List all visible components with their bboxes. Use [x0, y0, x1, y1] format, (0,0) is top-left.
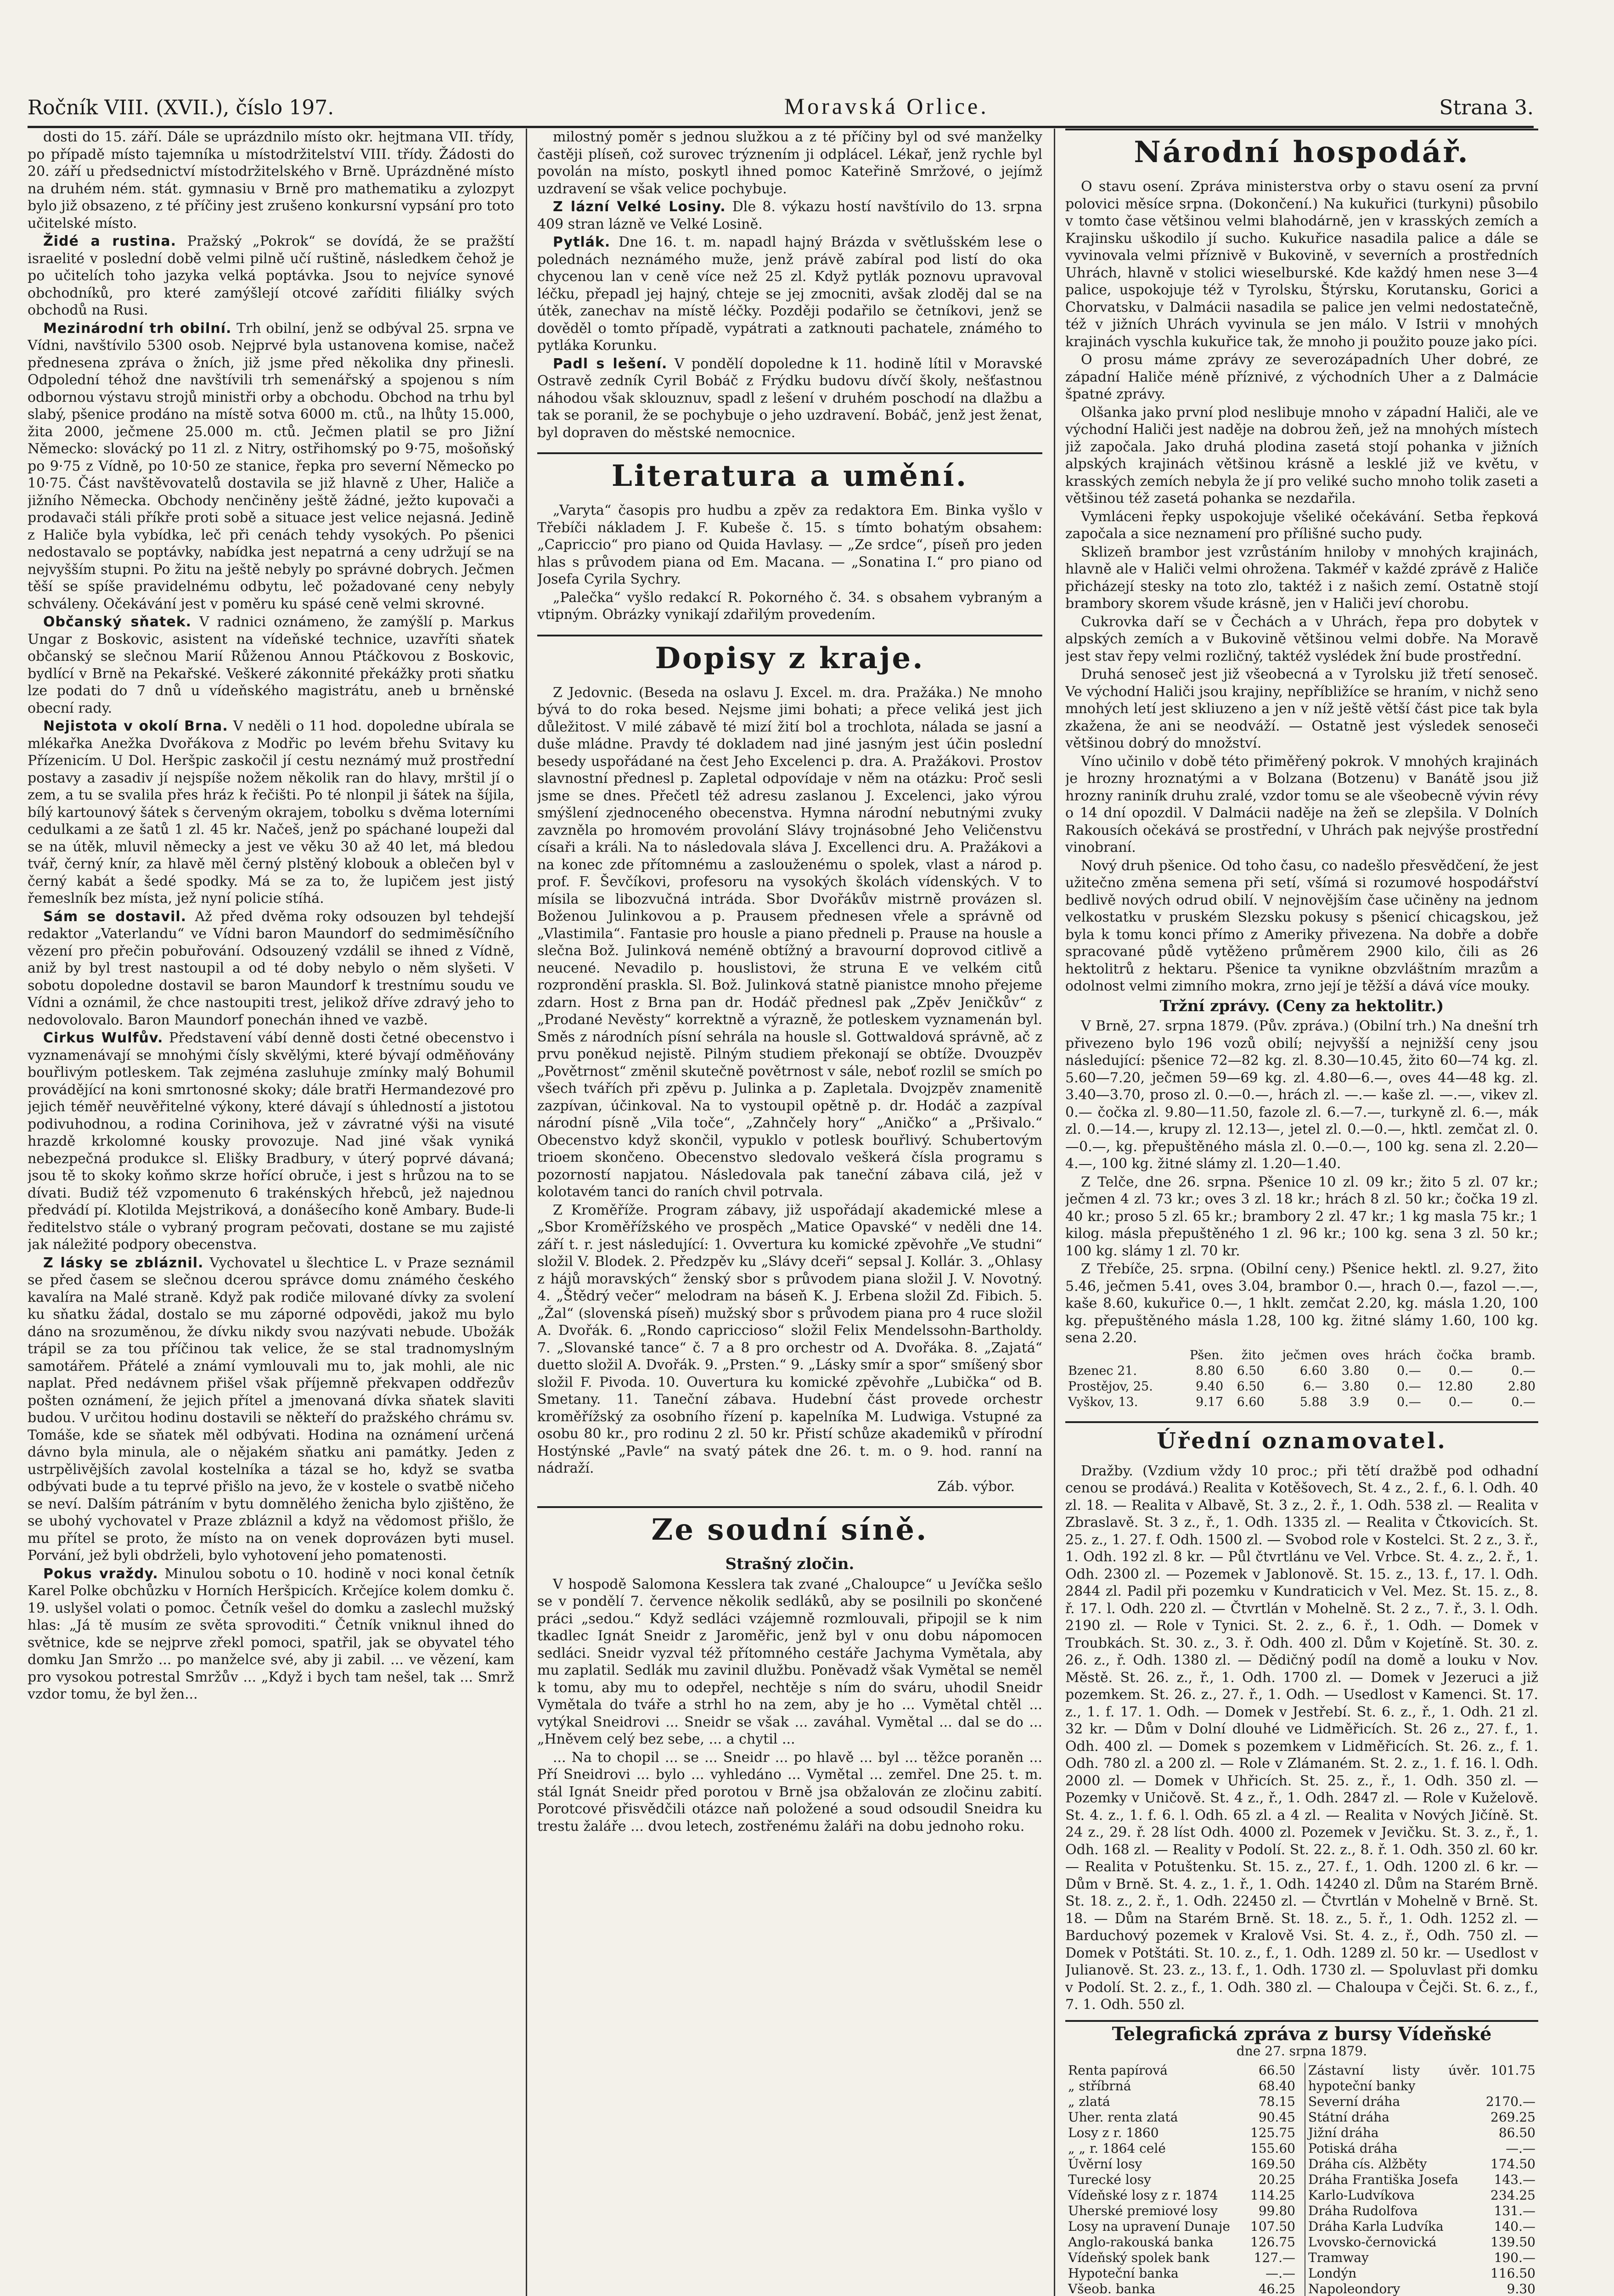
stock-row: [1305, 2172, 1538, 2188]
stock-price: —.—: [1265, 2265, 1295, 2281]
article: [537, 234, 1042, 355]
article-paragraph: V Brně, 27. srpna 1879. (Pův. zpráva.) (Obilní trh.) Na dnešní trh přivezeno bylo 196 vozů obilí; nejvyšší a nejnižší ceny jsou následující: pšenice 72—82 kg. zl. 8.30—10.45, žito 60—74 kg. zl. 5.60—7.20, ječmen 59—69 kg. zl. 4.80—6.—, oves 44—48 kg. zl. 3.40—3.70, proso zl. 0.—0.—, hrách zl. —.— kaše zl. —.—, vikev zl. 0.— čočka zl. 9.80—11.50, fazole zl. 6.—7.—, turkyně zl. 6.—, mák zl. 0.—14.—, krupy zl. 12.13—, jetel zl. 0.—0.—, hktl. zemčat zl. 0.—0.—, kg. přepuštěného másla zl. 0.—0.—, 100 kg. sena zl. 2.20—4.—, 100 kg. žitné slámy zl. 1.20—1.40.: [1065, 1018, 1538, 1172]
price-table-header-cell: [1065, 1348, 1177, 1363]
article: [28, 908, 514, 1029]
article-paragraph: Víno učinilo v době této přiměřený pokrok. V mnohých krajinách je hrozny hroznatými a v Bolzana (Botzenu) v Banátě jsou již hrozny raniník druhu zralé, vzdor tomu se ale všeobecně vývin révy o 14 dní opozdil. V Dalmácii naděje na žeň se zlepšila. V Dolních Rakousích očekává se prostřední, v Uhrách pak nejvýše prostřední vinobraní.: [1065, 753, 1538, 855]
stock-row: [1305, 2125, 1538, 2141]
section-heading-economy: Národní hospodář.: [1065, 129, 1538, 170]
price-table-cell: 0.—: [1396, 1379, 1421, 1394]
article-paragraph: Olšanka jako první plod neslibuje mnoho v západní Haliči, ale ve východní Haliči jest naděje na dobrou žeň, jež na mnohých místech již započala. Jako druhá plodina zasetá stojí pohanka v jižních alpských krajinách většinou krásně a lesklé již ve květu, v krasských zemích nebyla že jí pro veliké sucho mnoho tolik zaseti a většinou též zasetá pohanka se nezdařila.: [1065, 404, 1538, 506]
stock-row: [1065, 2156, 1298, 2172]
article-body: Pražský „Pokrok“ se dovídá, že se pražští israelité v poslední době velmi pilně učí ruštině, následkem čehož je po učitelích toho jazyka velká poptávka. Jsou to nejvíce synové obchodníků, pro které zamýšlejí otcové zaříditi filiálky svých obchodů na Rusi.: [28, 233, 514, 318]
stock-name: Uherské premiové losy: [1068, 2203, 1218, 2218]
stock-row: [1305, 2234, 1538, 2250]
newspaper-page: [28, 18, 1580, 2296]
stock-name: Londýn: [1308, 2265, 1357, 2281]
running-header: [28, 87, 1534, 128]
stock-price: 66.50: [1258, 2062, 1295, 2078]
section-heading-letters: Dopisy z kraje.: [537, 635, 1042, 676]
stock-price: 174.50: [1490, 2156, 1535, 2172]
price-table: [1065, 1348, 1538, 1410]
stock-row: [1065, 2266, 1298, 2281]
stock-price: 114.25: [1250, 2187, 1295, 2203]
stock-name: „ zlatá: [1068, 2093, 1110, 2109]
stock-name: Lvovsko-černovická: [1308, 2234, 1437, 2250]
stock-price: 46.25: [1258, 2281, 1295, 2296]
article-heading: Z lázní Velké Losiny.: [553, 199, 726, 215]
article: [28, 718, 514, 907]
stock-row: [1305, 2094, 1538, 2110]
market-reports-title: Tržní zprávy. (Ceny za hektolitr.): [1159, 996, 1444, 1015]
price-table-cell: 2.80: [1507, 1379, 1535, 1394]
stock-row: [1305, 2063, 1538, 2094]
stock-row: [1065, 2141, 1298, 2156]
article-body: Vychovatel u šlechtice L. v Praze seznámil se před časem se slečnou dcerou správce domu známého českého kavalíra na Malé straně. Když pak rodiče milované dívky za svolení ku sňatku žádal, dostalo se mu záporné odpovědi, jakož mu bylo dáno na srozuměnou, že dívku nikdy svou nazývati nebude. Ubožák trápil se za tou příčinou tak velice, že se stal tradnomyslným samotářem. Přátelé a známí vymlouvali mu to, jak mohli, ale nic naplat. Před nedávnem přišel však příjemně překvapen oddřezův pošten oznámení, že jejich přítel a jmenovaná dívka sňatek slaviti budou. V určitou hodinu dostavili se někteří do pražského chrámu sv. Tomáše, kde se sňatek měl odbývati. Hodina na oznámení určená dávno byla minula, ale o nějakém sňatku ani památky. Jeden z ustrpělivějších zavolal kostelníka a tázal se ho, když se svatba odbývati bude a tu teprvé přišlo na jevo, že v kostele o svatbě ničeho se neví. Dalším pátráním v bytu domnělého ženicha bylo zjištěno, že se ubohý vychovatel v Praze zbláznil a když na vědomost přišlo, že mu přítel se proto, že místo na on venek doprovázen byti musel. Porvání, jež byli obdrželi, bylo vyhotovení jeho pomatenosti.: [28, 1255, 514, 1564]
stock-name: „ stříbrná: [1068, 2078, 1131, 2093]
article-paragraph: O prosu máme zprávy ze severozápadních Uher dobré, ze západní Haliče méně příznivé, z východních Uher a z Dalmácie špatné zprávy.: [1065, 352, 1538, 402]
article-paragraph: „Varyta“ časopis pro hudbu a zpěv za redaktora Em. Binka vyšlo v Třebíči nákladem J. F. Kubeše č. 15. s tímto bohatým obsahem: „Capriccio“ pro piano od Quida Havlasy. — „Ze srdce“, píseň pro jeden hlas s průvodem piana od Em. Macana. — „Sonatina I.“ pro piano od Josefa Cyrila Sychry.: [537, 502, 1042, 587]
article-heading: Občanský sňatek.: [43, 614, 192, 630]
price-table-cell: 0.—: [1511, 1363, 1535, 1378]
stock-table-right: [1305, 2063, 1538, 2296]
section-heading-court: Ze soudní síně.: [537, 1506, 1042, 1548]
price-table-cell: 12.80: [1437, 1379, 1473, 1394]
stock-row: [1065, 2125, 1298, 2141]
price-table-header-cell: žito: [1241, 1348, 1265, 1362]
masthead-title: Moravská Orlice.: [784, 93, 989, 119]
price-table-row: [1065, 1363, 1538, 1379]
stock-price: 9.30: [1507, 2281, 1535, 2296]
stock-price: 139.50: [1490, 2234, 1535, 2250]
stock-name: „ „ r. 1864 celé: [1068, 2140, 1166, 2156]
stock-row: [1305, 2110, 1538, 2125]
section-heading-literature: Literatura a umění.: [537, 452, 1042, 494]
stock-name: Severní dráha: [1308, 2093, 1400, 2109]
article-paragraph: dosti do 15. září. Dále se uprázdnilo místo okr. hejtmana VII. třídy, po případě místo tajemníka u místodržitelství VIII. třídy. Žádosti do 20. září u předsednictví místodržitelského v Brně. Uprázdněné místo na druhém ném. stát. gymnasiu v Brně pro mathematiku a zylozpyt bylo již obsazeno, z té příčiny jest zrušeno konkursní vypsání pro toto učitelské místo.: [28, 129, 514, 231]
stock-name: Dráha Karla Ludvíka: [1308, 2218, 1444, 2234]
column-rule: [1054, 129, 1055, 2296]
article-paragraph: Z Kroměříže. Program zábavy, již uspořádají akademické mlese a „Sbor Kroměřížského ve prospěch „Matice Opavské“ v neděli dne 14. září t. r. jest následující: 1. Ovvertura ku komické zpěvohře „Ve studni“ složil V. Blodek. 2. Předzpěv ku „Slávy dceři“ sepsal J. Kollár. 3. „Ohlasy z hájů moravských“ ženský sbor s průvodem piana složil J. V. Novotný. 4. „Štědrý večer“ melodram na báseň K. J. Erbena složil Zd. Fibich. 5. „Žal“ (slovenská píseň) mužský sbor s průvodem piana pro 4 ruce složil A. Dvořák. 6. „Rondo capriccioso“ složil Felix Mendelssohn-Bartholdy. 7. „Slovanské tance“ č. 7 a 8 pro orchestr od A. Dvořáka. 8. „Zajatá“ duetto složil A. Dvořák. 9. „Prsten.“ 9. „Lásky smír a spor“ smíšený sbor složil F. Pivoda. 10. Ouvertura ku komické zpěvohře „Lubička“ od B. Smetany. 11. Taneční zábava. Hudební část provede orchestr kroměřížský za osobního řízení p. kapelníka M. Ludwiga. Vstupné za osobu 80 kr., pro rodinu 2 zl. 50 kr. Přistí schůze akademiků v přírodní Hostýnské „Pavle“ na svatý pátek dne 26. t. m. o 9. hod. ranní na nádraží.: [537, 1202, 1042, 1476]
article-paragraph: Z Jedovnic. (Beseda na oslavu J. Excel. m. dra. Pražáka.) Ne mnoho bývá to do roka besed. Nejsme jimi bohati; a přece veliká jest jich důležitost. V milé zábavě té mizí žití bol a trochlota, nálada se jasní a duše mládne. Pravdy té dokladem nad jiné jasným jest účin poslední besedy uspořádané na čest Jeho Excelenci p. dra. A. Pražákovi. Prostov slavnostní přednesl p. Zapletal odpovídaje v něm na otázku: Proč sesli jsme se dnes. Přečetl též adresu zaslanou J. Excelenci, jako výrou smýšlení zjednoceného obecenstva. Hymna národní nebutnými zvuky zavzněla po hromovém provolání Slávy trojnásobné Jeho Veličenstvu císaři a králi. Na to následovala sláva J. Excellenci dru. A. Pražákovi a na konec zde přítomnému a zaslouženému o spolek, vlast a národ p. prof. F. Ševčíkovi, profesoru na vysokých školách vídenských. V to mísila se libozvučná intráda. Sbor Dvořákův mistrně provázen sl. Boženou Julinkovou a p. Prausem přednesen vřele a správně od „Vlastimila“. Fantasie pro housle a piano předneli p. Prause na housle a slečna Bož. Julinková neméně obtížný a bravourní doprovod citlivě a neucené. Nevadilo p. houslistovi, že struna E ve velkém citů rozprondění praskla. Sl. Bož. Julinková statně pianistce mnoho přejeme zdarn. Host z Brna pan dr. Hodáč přednesl pak „Zpěv Jeničkův“ z „Prodané Nevěsty“ korrektně a výrazně, že potleskem vyznamenán byl. Směs z národních písní sehrála na housle sl. Gottwaldová správně, ač z prvu poněkud nejistě. Pilným studiem překonají se obtíže. Dvouzpěv „Povětrnost“ změnil skutečně povětrnost v sále, neboť rozlil se smích po všech tvářích při zpěvu p. Julinka a p. Zapletala. Dvojzpěv znamenitě zazpívan, účinkoval. Na to vystoupil opětně p. dr. Hodáč a zazpíval národní písně „Vila toče“, „Zahnčely hory“ „Aničko“ a „Pršivalo.“ Obecenstvo když skončil, vypuklo v potlesk bouřlivý. Schubertovým trioem skončeno. Obecenstvo sledovalo veškerá čísla programu s pozorností napjatou. Následovala pak taneční zábava cilá, jež v kolotavém tanci do raních chvil potrvala.: [537, 684, 1042, 1200]
stock-name: Státní dráha: [1308, 2109, 1389, 2125]
section-heading-official: Úřední oznamovatel.: [1065, 1421, 1538, 1454]
article-body: V pondělí dopoledne k 11. hodině lítil v Moravské Ostravě zedník Cyril Bobáč z Frýdku budovu dívčí školy, nešťastnou náhodou však sklouznuv, spadl z lešení v druhém poschodí na dlažbu a tak se poranil, že se pochybuje o jeho uzdravení. Bobáč, jenž jest ženat, byl dopraven do městské nemocnice.: [537, 355, 1042, 441]
article-paragraph: Dražby. (Vzdium vždy 10 proc.; při tětí dražbě pod odhadní cenou se prodává.) Realita v Kotěšovech, St. 4 z., 2. f., 6. l. Odh. 40 zl. 18. — Realita v Albavě, St. 3 z., 2. ř., 1. Odh. 538 zl. — Realita v Zbraslavě. St. 3 z., ř., 1. Odh. 1335 zl. — Realita v Čtkovicích. St. 25. z., 1. 27. f. Odh. 1500 zl. — Svobod role v Kostelci. St. 2 z., 3. ř., 1. Odh. 192 zl. 8 kr. — Půl čtvrtlánu ve Vel. Vrbce. St. 4. z., 2. ř., 1. Odh. 2300 zl. — Pozemek v Jablonově. St. 15. z., 13. f., 17. l. Odh. 2844 zl. Padil při pozemku v Kundraticich v Vel. Mez. St. 15. z., 8. ř. 17. l. Odh. 220 zl. — Čtvrtlán v Mohelně. St. 2 z., 7. ř., 3. l. Odh. 2190 zl. — Role v Tynici. St. 2. z., 6. ř., 1. Odh. — Domek v Troubkách. St. 30. z., 3. ř. Odh. 400 zl. Dům v Kojetíně. St. 30. z. 26. z., ř. Odh. 1380 zl. — Dědičný podíl na domě a louku v Nov. Městě. St. 26. z., ř., 1. Odh. 1700 zl. — Domek v Jezeruci a již pozemkem. St. 26. z., 27. ř., 1. Odh. — Usedlost v Kamenci. St. 17. z., 1. f. 17. 1. Odh. — Domek v Jestřebí. St. 6. z., ř., 1. Odh. 21 zl. 32 kr. — Dům v Dolní dlouhé ve Lidměřicích. St. 26 z., 27. f., 1. Odh. 400 zl. — Domek s pozemkem v Lidměřicích. St. 26. z., f. 1. Odh. 780 zl. a 200 zl. — Role v Zlámaném. St. 2. z., 1. f. 16. l. Odh. 2000 zl. — Domek v Uhřicích. St. 25. z., ř., 1. Odh. 350 zl. — Pozemky v Uničově. St. 4 z., ř., 1. Odh. 2847 zl. — Role v Kuželově. St. 4. z., 1. f. 6. l. Odh. 65 zl. a 4 zl. — Realita v Nových Jičíně. St. 24 z., 29. ř. 28 líst Odh. 4000 zl. Pozemek v Jevičku. St. 3. z., ř., 1. Odh. 168 zl. — Reality v Podolí. St. 22. z., 8. ř. 1. Odh. 350 zl. 60 kr. — Realita v Potuštenku. St. 15. z., 27. f., 1. Odh. 1200 zl. 6 kr. — Dům v Brně. St. 4. z., 1. ř., 1. Odh. 14240 zl. Dům na Starém Brně. St. 18. z., 2. ř., 1. Odh. 22450 zl. — Čtvrtlán v Mohelně v Brně. St. 18. — Dům na Starém Brně. St. 18. z., 5. ř., 1. Odh. 1252 zl. — Barduchový pozemek v Kralově Vsi. St. 4. z., ř., Odh. 750 zl. — Domek v Potštáti. St. 10. z., f., 1. Odh. 1289 zl. 50 kr. — Usedlost v Julianově. St. 23. z., 13. f., 1. Odh. 1730 zl. — Spoluvlast při domku v Podolí. St. 2. z., f., 1. Odh. 380 zl. — Chaloupa v Čejči. St. 6. z., f., 7. 1. Odh. 550 zl.: [1065, 1463, 1538, 2013]
stock-price: 20.25: [1258, 2172, 1295, 2187]
stock-tables: [1065, 2063, 1538, 2296]
stock-name: Losy na upravení Dunaje: [1068, 2218, 1230, 2234]
stock-row: [1065, 2172, 1298, 2188]
article-paragraph: Z Třebíče, 25. srpna. (Obilní ceny.) Pšenice hektl. zl. 9.27, žito 5.46, ječmen 5.41, oves 3.04, brambor 0.—, hrach 0.—, fazol —.—, kaše 8.60, kukuřice 0.—, 1 hklt. zemčat 2.20, kg. másla 1.20, 100 kg. přepuštěného másla 1.28, 100 kg. žitné slámy 1.60, 100 kg. sena 2.20.: [1065, 1261, 1538, 1346]
price-table-header-cell: oves: [1341, 1348, 1369, 1362]
article: [28, 320, 514, 613]
article: [28, 1565, 514, 1703]
price-table-cell: 9.40: [1196, 1379, 1224, 1394]
stock-report-title: Telegrafická zpráva z bursy Vídeňské: [1065, 2020, 1538, 2043]
stock-row: [1305, 2250, 1538, 2266]
price-table-cell: 3.80: [1341, 1363, 1369, 1378]
stock-row: [1305, 2141, 1538, 2156]
page-number: Strana 3.: [1439, 96, 1534, 119]
stock-price: 140.—: [1494, 2218, 1535, 2234]
stock-row: [1065, 2063, 1298, 2078]
article-heading: Mezinárodní trh obilní.: [43, 320, 232, 337]
stock-name: Anglo-rakouská banka: [1068, 2234, 1214, 2250]
article-body: Trh obilní, jenž se odbýval 25. srpna ve Vídni, navštívilo 5300 osob. Nejprvé byla ustanovena komise, načež přednesena zpráva o žních, již jsme před několika dny přinesli. Odpolední téhož dne navštívili trh semenářský a spojenou s ním odbornou výstavu strojů ministři orby a obchodu. Obchod na trhu byl slabý, pšenice prodáno na místě sotva 6000 m. ctů., na lhůty 15.000, žita 2000, ječmene 25.000 m. ctů. Ječmen platil se pro Jižní Německo: slovácký po 11 zl. z Nitry, ostřihomský po 9·75, mošoňský po 9·75 z Vídně, po 10·50 ze stanice, řepka pro severní Německo po 10·75. Část navštěvovatelů dostavila se již hlavně z Uher, Haliče a jižního Německa. Obchody nenčiněny ještě žádné, ježto kupovači a prodavači stáli příkře proti sobě a situace jest velice nejasná. Jedině z Haliče byla vybídka, leč při cenách tehdy vysokých. Po pšenici nedostavalo se poptávky, nabídka jest nepatrná a ceny udržují se na nejvyšším stupni. Po žitu na ještě nebyly po správné dobrych. Ječmen těší se spíše pravidelnému odbytu, leč požadované ceny nebyly schváleny. Očekávání jest v poměru ku spásé ceně velmi skrovné.: [28, 320, 514, 612]
stock-row: [1305, 2188, 1538, 2203]
price-table-cell: 6.50: [1237, 1379, 1265, 1394]
stock-row: [1305, 2266, 1538, 2281]
stock-row: [1065, 2250, 1298, 2266]
article-heading: Z lásky se zbláznil.: [43, 1255, 204, 1271]
article-heading: Pokus vraždy.: [43, 1565, 158, 1582]
price-table-cell: 0.—: [1396, 1395, 1421, 1409]
article-body: V neděli o 11 hod. dopoledne ubírala se mlékařka Anežka Dvořákova z Modřic po levém břehu Svitavy ku Přízenicím. U Dol. Heršpic zaskočil jí cestu neznámý muž prostřední postavy a zasadiv jí nejspíše nožem několik ran do hlavy, mrštil jí o zem, a tu se svalila přes hráz k řečišti. Po té nlonpil ji šátek na šíjila, bílý kartounový šátek s červeným okrajem, tobolku s dvěma loterními cedulkami a ze šatů 1 zl. 45 kr. Načeš, jenž po spáchané loupeži dal se na útěk, mluvil německy a jest ve věku 30 až 40 let, má bledou tvář, černý knír, za hlavě měl černý plstěný klobouk a oblečen byl v černý kabát a šedé spodky. Má se za to, že lupičem jest jistý řemeslník bez místa, jež nyní policie stíhá.: [28, 718, 514, 906]
article-paragraph: Vymláceni řepky uspokojuje všeliké očekávání. Setba řepková započala a sice neznamení pro přílišné sucho pudy.: [1065, 508, 1538, 542]
article: [28, 233, 514, 319]
stock-price: 131.—: [1494, 2203, 1535, 2218]
stock-row: [1305, 2203, 1538, 2219]
article-heading: Padl s lešení.: [553, 355, 668, 372]
price-table-header: [1065, 1348, 1538, 1363]
stock-price: 234.25: [1490, 2187, 1535, 2203]
article-paragraph: O stavu osení. Zpráva ministerstva orby o stavu osení za první polovici měsíce srpna. (Dokončení.) Na kukuřici (turkyni) působilo v tomto čase většinou velmi blahodárně, jen v krasských zemích a Krajinsku uškodilo jí sucho. Kukuřice nasadila palice a dále se vyvinovala velmi příznivě v Bukovině, v severních a prostředních Uhrách, hlavně v stolici wieselburské. Kde každý hmen nese 3—4 palice, uspokojuje též v Tyrolsku, Štýrsku, Korutansku, Gorici a Chorvatsku, v Dalmácii nasadila se palice jen velmi nedostatečně, též v jižních Uhrách vyvinula se jen málo. V Istrii v mnohých krajinách vyschla kukuřice tak, že mnoho ji použito pouze jako píci.: [1065, 179, 1538, 350]
issue-number: Ročník VIII. (XVII.), číslo 197.: [28, 96, 334, 119]
article-heading: Sám se dostavil.: [43, 908, 187, 925]
price-table-cell: 6.50: [1237, 1363, 1265, 1378]
stock-table-left: [1065, 2063, 1298, 2296]
article-paragraph: Nový druh pšenice. Od toho času, co nadešlo přesvědčení, že jest užitečno změna semena při setí, všímá si rozumové hospodářství bedlivě nových odrud obilí. V nejnovějším čase učiněny na jednom velkostatku v pruském Slezsku pokusy s pšenicí chicagskou, jež byla k tomu konci přímo z Ameriky přivezena. Na dobře a dobře spracované půdě vytěženo průměrem 2900 kilo, čili as 26 hektolitrů z hektaru. Pšenice ta vynikne obzvláštním mrazům a odolnost velmi zimního mokra, zrno její je těžší a dává více mouky.: [1065, 857, 1538, 994]
article-title: Strašný zločin.: [725, 1555, 855, 1573]
stock-name: Potiská dráha: [1308, 2140, 1398, 2156]
price-table-cell: 0.—: [1396, 1363, 1421, 1378]
article-body: Představení vábí denně dosti četné obecenstvo i vyznamenávají se mnohými čísly skvělými, které bývají odměňovány bouřlivým potleskem. Tak zejména zasluhuje zmínky malý Bohumil provádějící na koni smrtonosné skoky; dále bratři Hermandezové pro jejich téměř neuvěřitelné výkony, které dávají s úhledností a jistotou podivuhodnou, a rodina Corinihova, jež v závratné výši na visuté hrazdě krkolomné kousky provozuje. Nad jiné však vyniká nebezpečná produkce sl. Elišky Bradbury, v úterý poprvé dávaná; jsou tě to skoky koňmo skrze hořící obruče, i jest s hrůzou na to se dívati. Budiž též vzpomenuto 6 trakénských hřebců, jež najednou předvádí pí. Klotilda Mejstriková, a donášecího koně Ambary. Bude-li ředitelstvo stále o vybraný program pečovati, dostane se mu zajisté jak náležité podpory obecenstva.: [28, 1030, 514, 1253]
article-body: Až před dvěma roky odsouzen byl tehdejší redaktor „Vaterlandu“ ve Vídni baron Maundorf do sedmiměsíčního vězení pro přečin pobuřování. Odsouzený vzdálil se ihned z Vídně, aniž by byl trest nastoupil a od té doby nebylo o něm slyšeti. V sobotu dopoledne dostavil se baron Maundorf k trestnímu soudu ve Vídni a oznámil, že chce nastoupiti trest, jelikož dříve zdravý jeho to nedovolovalo. Baron Maundorf ponechán ihned ve vazbě.: [28, 908, 514, 1028]
article-paragraph: milostný poměr s jednou služkou a z té příčiny byl od své manželky častěji plíseň, což surovec trýznením ji odplácel. Lékař, jenž rychle byl povolán na místo, poskytl ihned pomoc Kateřině Smržové, o jejímž uzdravení se však velice pochybuje.: [537, 129, 1042, 197]
stock-row: [1065, 2281, 1298, 2296]
stock-price: —.—: [1506, 2140, 1535, 2156]
article: [537, 355, 1042, 442]
stock-price: 68.40: [1258, 2078, 1295, 2093]
stock-row: [1065, 2203, 1298, 2219]
stock-report-date: dne 27. srpna 1879.: [1236, 2043, 1367, 2059]
price-table-header-cell: čočka: [1436, 1348, 1473, 1362]
price-table-row: [1065, 1395, 1538, 1410]
stock-name: Tramway: [1308, 2250, 1369, 2265]
price-table-cell: 3.9: [1349, 1395, 1369, 1409]
stock-name: Dráha Františka Josefa: [1308, 2172, 1458, 2187]
stock-name: Všeob. banka: [1068, 2281, 1156, 2296]
price-table-body: [1065, 1363, 1538, 1410]
article-heading: Cirkus Wulfův.: [43, 1030, 163, 1046]
price-table-cell: 3.80: [1341, 1379, 1369, 1394]
stock-name: Karlo-Ludvíkova: [1308, 2187, 1415, 2203]
stock-name: Jižní dráha: [1308, 2125, 1379, 2140]
price-table-cell: 5.88: [1299, 1395, 1327, 1409]
price-table-row: [1065, 1379, 1538, 1395]
price-table-header-cell: bramb.: [1490, 1348, 1535, 1362]
article-heading: Pytlák.: [553, 234, 611, 250]
article-body: Dle 8. výkazu hostí navštívilo do 13. srpna 409 stran lázně ve Velké Losině.: [537, 199, 1042, 232]
price-table-header-cell: hrách: [1384, 1348, 1421, 1362]
price-table-cell: 0.—: [1448, 1363, 1473, 1378]
stock-row: [1065, 2234, 1298, 2250]
stock-name: Uher. renta zlatá: [1068, 2109, 1178, 2125]
stock-price: 116.50: [1490, 2265, 1535, 2281]
stock-row: [1305, 2219, 1538, 2234]
article-heading: Nejistota v okolí Brna.: [43, 718, 228, 734]
article-heading: Židé a rustina.: [43, 233, 176, 249]
article-paragraph: V hospodě Salomona Kesslera tak zvané „Chaloupce“ u Jevíčka sešlo se v pondělí 7. července několik sedláků, aby se posilnili po skončené práci „sedou.“ Když sedláci vzájemně rozmlouvali, připojil se k nim tkadlec Ignát Sneidr z Jaroměřic, jenž byl v onu dobu nápomocen sedláci. Sneidr vyzval též přítomného cestáře Jachyma Vymětala, aby mu zaplatil. Sedlák mu zavinil dlužbu. Poněvadž však Vymětal se neměl k tomu, aby mu to odepřel, nechtěje s ním do sváru, uhodil Sneidr Vymětala do tváře a strhl ho na zem, aby je ho ... Vymětal chtěl ... vytýkal Sneidrovi ... Sneidr se však ... zaváhal. Vymětal ... dal se do ... „Hněvem celý bez sebe, ... a chytil ...: [537, 1576, 1042, 1747]
stock-name: Turecké losy: [1068, 2172, 1151, 2187]
article-body: Minulou sobotu o 10. hodině v noci konal četník Karel Polke obchůzku v Horních Heršpicích. Krčejíce kolem domku č. 19. uslyšel volati o pomoc. Četník vešel do domku a zaslechl mužský hlas: „Já tě musím ze světa sprovoditi.“ Četník vniknul ihned do světnice, kde se nejprve zřekl pomoci, spatřil, jak se obyvatel tého domku Jan Smržo ... po manželce své, aby ji zabil. ... ve vězení, kam pro vysokou potrestal Smržův ... „Když i bych tam nešel, tak ... Smrž vzdor tomu, že byl žen...: [28, 1565, 514, 1702]
column-1: [28, 129, 514, 2296]
stock-price: 99.80: [1258, 2203, 1295, 2218]
article-paragraph: Sklizeň brambor jest vzrůstáním hniloby v mnohých krajinách, hlavně ale v Haliči velmi ohrožena. Takméř v každé zprávě z Haliče přicházejí stesky na toto zlo, taktéž i z našich zemí. Ostatně stojí brambory skorem všude krásně, jen v Haliči jeví chorobu.: [1065, 544, 1538, 612]
price-table-cell: Prostějov, 25.: [1068, 1379, 1153, 1394]
stock-name: Renta papírová: [1068, 2062, 1168, 2078]
signature: Záb. výbor.: [937, 1478, 1015, 1495]
price-table-cell: 6.60: [1299, 1363, 1327, 1378]
stock-price: 143.—: [1494, 2172, 1535, 2187]
stock-price: 126.75: [1250, 2234, 1295, 2250]
article: [28, 1030, 514, 1254]
stock-row: [1065, 2094, 1298, 2110]
column-3: [1065, 129, 1538, 2296]
article-paragraph: Cukrovka daří se v Čechách a v Uhrách, řepa pro dobytek v alpských zemích a v Bukovině většinou velmi dobře. Na Moravě jest stav řepy velmi rozličný, taktéž vyslédek žní bude prostřední.: [1065, 613, 1538, 664]
column-rule: [526, 129, 527, 2296]
price-table-header-cell: ječmen: [1282, 1348, 1327, 1362]
stock-name: Vídeňský spolek bank: [1068, 2250, 1209, 2265]
price-table-cell: 9.17: [1196, 1395, 1224, 1409]
stock-price: 125.75: [1250, 2125, 1295, 2140]
article: [28, 1255, 514, 1564]
stock-price: 155.60: [1250, 2140, 1295, 2156]
stock-row: [1065, 2078, 1298, 2094]
stock-row: [1305, 2281, 1538, 2296]
stock-price: 127.—: [1254, 2250, 1295, 2265]
stock-price: 190.—: [1494, 2250, 1535, 2265]
price-table-cell: 0.—: [1448, 1395, 1473, 1409]
stock-price: 78.15: [1258, 2093, 1295, 2109]
stock-price: 101.75: [1490, 2062, 1535, 2078]
stock-row: [1305, 2156, 1538, 2172]
article: [28, 613, 514, 717]
stock-name: Úvěrní losy: [1068, 2156, 1142, 2172]
price-table-cell: Bzenec 21.: [1068, 1363, 1137, 1378]
price-table-header-cell: Pšen.: [1189, 1348, 1224, 1362]
stock-row: [1065, 2110, 1298, 2125]
price-table-cell: 8.80: [1196, 1363, 1224, 1378]
price-table-cell: 0.—: [1511, 1395, 1535, 1409]
stock-name: Napoleondory: [1308, 2281, 1400, 2296]
stock-price: 86.50: [1498, 2125, 1535, 2140]
stock-price: 269.25: [1490, 2109, 1535, 2125]
stock-price: 169.50: [1250, 2156, 1295, 2172]
stock-name: Zástavní listy úvěr. hypoteční banky: [1308, 2062, 1480, 2093]
stock-price: 107.50: [1250, 2218, 1295, 2234]
article-paragraph: Druhá senoseč jest již všeobecná a v Tyrolsku již třetí senoseč. Ve východní Haliči jsou krajiny, nepříbližíce se hraním, v nichž seno mnohých letí jest skliuzeno a jen v níž ještě větší část pice tak byla zkažena, že ani se neodváží. — Ostatně jest výsledek senoseči většinou dobrý do množství.: [1065, 666, 1538, 751]
article-body: V radnici oznámeno, že zamýšlí p. Markus Ungar z Boskovic, asistent na vídeňské technice, uzavříti sňatek občanský se slečnou Marií Růženou Annou Ptáčkovou z Boskovic, bydlící v Brně na Pekařské. Veškeré zákonnité překážky proti sňatku lze podati do 7 dnů u vídeňského magistrátu, aneb u brněnské obecní rady.: [28, 614, 514, 716]
stock-name: Hypoteční banka: [1068, 2265, 1179, 2281]
article-paragraph: Z Telče, dne 26. srpna. Pšenice 10 zl. 09 kr.; žito 5 zl. 07 kr.; ječmen 4 zl. 73 kr.; oves 3 zl. 18 kr.; hrách 8 zl. 50 kr.; čočka 19 zl. 40 kr.; proso 5 zl. 65 kr.; brambory 2 zl. 47 kr.; 1 kg masla 75 kr.; 1 kilog. másla přepuštěného 1 zl. 96 kr.; 100 kg. sena 3 zl. 50 kr.; 100 kg. slámy 1 zl. 70 kr.: [1065, 1174, 1538, 1259]
article-body: Dne 16. t. m. napadl hajný Brázda v světlušském lese o polednách neznámého muže, jenž právě zabíral pod listí do oka chycenou lan v ceně více než 25 zl. Když pytlák poznovu upravoval léčku, přepadl jej hajný, chteje se jej zmocniti, avšak zloděj dal se na útěk, zanechav na místě léčky. Později podařilo se četníkovi, jenž se dověděl o tomto případě, vypátrati a zatknouti pachatele, známého to pytláka Korunku.: [537, 234, 1042, 354]
stock-name: Losy z r. 1860: [1068, 2125, 1159, 2140]
column-2: [537, 129, 1042, 2296]
stock-price: 2170.—: [1485, 2093, 1535, 2109]
stock-row: [1065, 2188, 1298, 2203]
stock-name: Vídeňské losy z r. 1874: [1068, 2187, 1218, 2203]
article-paragraph: ... Na to chopil ... se ... Sneidr ... po hlavě ... byl ... těžce poraněn ... Pří Sneidrovi ... bylo ... vyhledáno ... Vymětal ... zemřel. Dne 25. t. m. stál Ignát Sneidr před porotou v Brně jsa obžalován ze zločinu zabití. Porotcové přisvědčili otázce naň položené a soud odsoudil Sneidra ku trestu žaláře ... dvou letech, zostřenému žaláři na dobu jednoho roku.: [537, 1749, 1042, 1835]
stock-row: [1065, 2219, 1298, 2234]
article: [537, 198, 1042, 233]
price-table-cell: Vyškov, 1⁠3.: [1068, 1395, 1138, 1409]
price-table-cell: 6.60: [1237, 1395, 1265, 1409]
article-paragraph: „Palečka“ vyšlo redakcí R. Pokorného č. 34. s obsahem vybraným a vtipným. Obrázky vynikají zdařilým provedením.: [537, 589, 1042, 623]
price-table-cell: 6.—: [1303, 1379, 1327, 1394]
stock-name: Dráha Rudolfova: [1308, 2203, 1418, 2218]
stock-name: Dráha cís. Alžběty: [1308, 2156, 1427, 2172]
stock-price: 90.45: [1258, 2109, 1295, 2125]
